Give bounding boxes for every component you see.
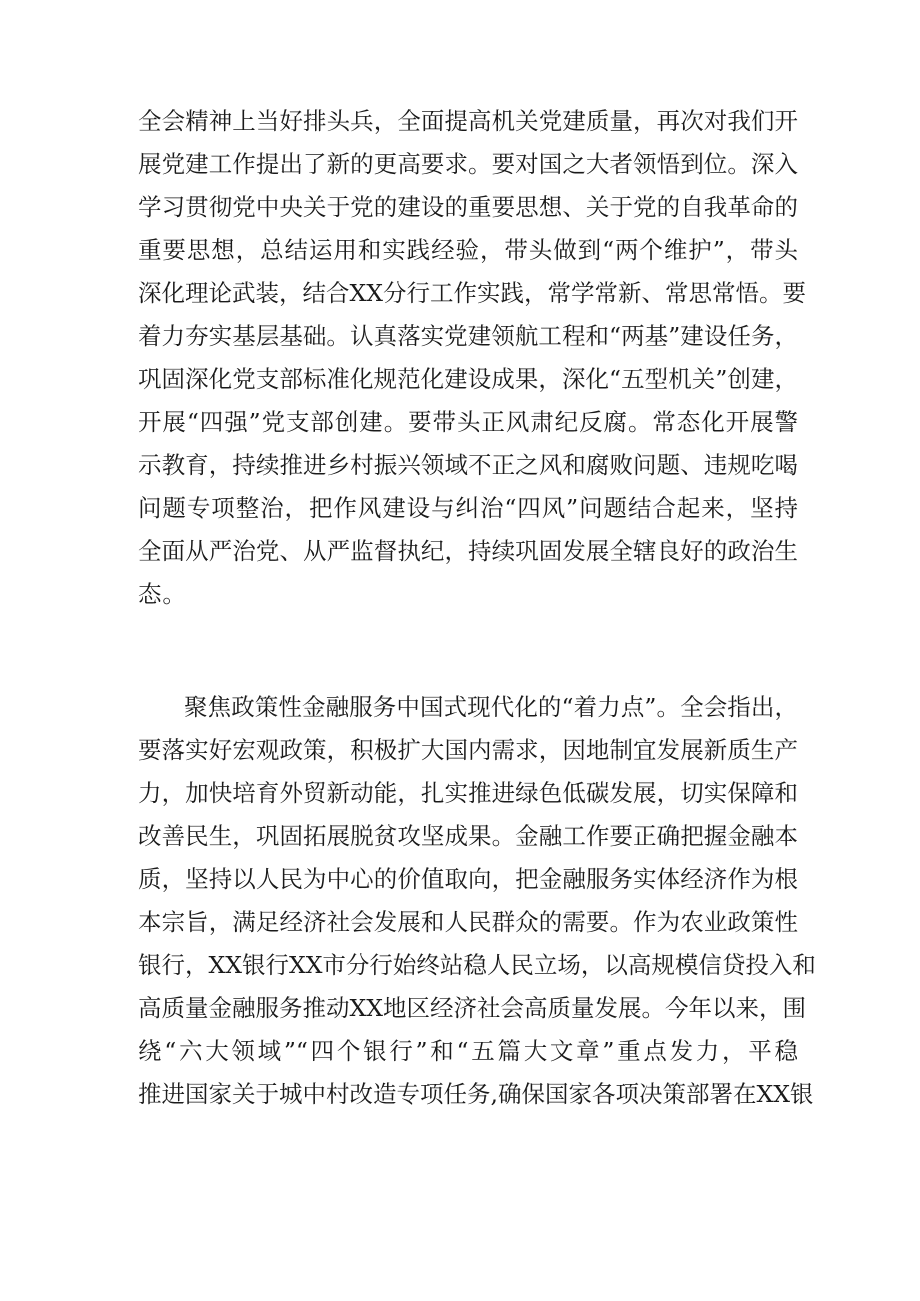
paragraph-line: 聚焦政策性金融服务中国式现代化的“着力点”。全会指出， (184, 693, 798, 721)
paragraph-line: 展党建工作提出了新的更高要求。要对国之大者领悟到位。深入 (138, 150, 798, 178)
paragraph-line: 全面从严治党、从严监督执纪，持续巩固发展全辖良好的政治生 (138, 537, 798, 565)
paragraph-line: 示教育，持续推进乡村振兴领域不正之风和腐败问题、违规吃喝 (138, 451, 798, 479)
paragraph-line: 着力夯实基层基础。认真落实党建领航工程和“两基”建设任务， (138, 322, 798, 350)
paragraph-line: 深化理论武装，结合XX分行工作实践，常学常新、常思常悟。要 (138, 279, 806, 307)
paragraph-line: 开展“四强”党支部创建。要带头正风肃纪反腐。常态化开展警 (138, 408, 798, 436)
paragraph-1 (138, 100, 806, 616)
paragraph-line: 巩固深化党支部标准化规范化建设成果，深化“五型机关”创建， (138, 365, 798, 393)
paragraph-line: 银行，XX银行XX市分行始终站稳人民立场，以高规模信贷投入和 (138, 951, 816, 979)
paragraph-line: 质，坚持以人民为中心的价值取向，把金融服务实体经济作为根 (138, 865, 798, 893)
paragraph-line: 问题专项整治，把作风建设与纠治“四风”问题结合起来，坚持 (138, 494, 798, 522)
paragraph-2 (138, 686, 816, 1116)
paragraph-line: 力，加快培育外贸新动能，扎实推进绿色低碳发展，切实保障和 (138, 779, 798, 807)
paragraph-line: 全会精神上当好排头兵，全面提高机关党建质量，再次对我们开 (138, 107, 798, 135)
paragraph-line: 推进国家关于城中村改造专项任务,确保国家各项决策部署在XX银 (138, 1080, 814, 1108)
paragraph-line: 本宗旨，满足经济社会发展和人民群众的需要。作为农业政策性 (138, 908, 798, 936)
paragraph-line: 态。 (138, 580, 187, 608)
paragraph-line: 绕“六大领域”“四个银行”和“五篇大文章”重点发力，平稳 (138, 1037, 798, 1065)
paragraph-line: 要落实好宏观政策，积极扩大国内需求，因地制宜发展新质生产 (138, 736, 798, 764)
paragraph-line: 学习贯彻党中央关于党的建设的重要思想、关于党的自我革命的 (138, 193, 798, 221)
paragraph-line: 改善民生，巩固拓展脱贫攻坚成果。金融工作要正确把握金融本 (138, 822, 798, 850)
paragraph-line: 高质量金融服务推动XX地区经济社会高质量发展。今年以来，围 (138, 994, 806, 1022)
paragraph-line: 重要思想，总结运用和实践经验，带头做到“两个维护”，带头 (138, 236, 798, 264)
